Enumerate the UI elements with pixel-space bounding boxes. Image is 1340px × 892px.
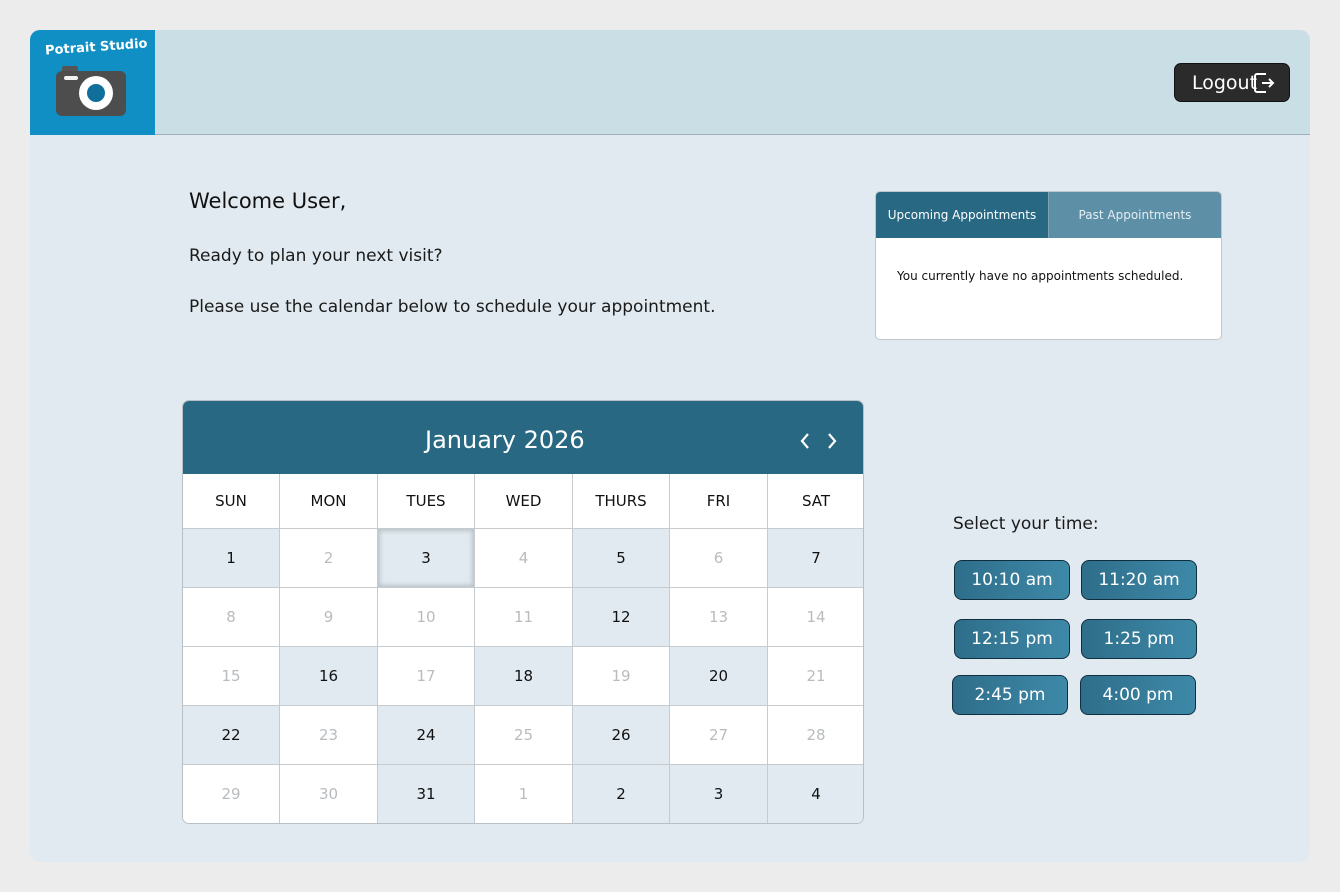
calendar-day-unavailable: 28 — [768, 706, 864, 765]
chevron-right-icon[interactable] — [824, 430, 840, 452]
logout-label: Logout — [1192, 71, 1258, 94]
chevron-left-icon[interactable] — [797, 430, 813, 452]
tab-upcoming-appointments[interactable]: Upcoming Appointments — [876, 192, 1048, 238]
calendar-day-unavailable: 9 — [280, 588, 378, 647]
calendar-day-unavailable: 14 — [768, 588, 864, 647]
calendar-day-unavailable: 21 — [768, 647, 864, 706]
logout-icon — [1253, 72, 1275, 94]
calendar-day-available[interactable]: 18 — [475, 647, 573, 706]
logout-button[interactable] — [1174, 63, 1290, 102]
calendar-day-available[interactable]: 20 — [670, 647, 768, 706]
calendar-header — [183, 401, 864, 474]
time-slot-button[interactable]: 4:00 pm — [1080, 675, 1196, 715]
calendar-day-unavailable: 30 — [280, 765, 378, 824]
weekday-header: SAT — [768, 474, 864, 529]
calendar-instruction: Please use the calendar below to schedule your appointment. — [189, 297, 716, 317]
calendar-day-unavailable: 17 — [378, 647, 475, 706]
calendar-day-unavailable: 25 — [475, 706, 573, 765]
brand-logo[interactable] — [30, 30, 155, 135]
calendar-day-unavailable: 8 — [183, 588, 280, 647]
top-bar — [30, 30, 1310, 135]
appointments-panel — [875, 191, 1222, 340]
time-slot-button[interactable]: 2:45 pm — [952, 675, 1068, 715]
welcome-heading: Welcome User, — [189, 189, 347, 213]
calendar-day-available[interactable]: 4 — [768, 765, 864, 824]
calendar-day-available[interactable]: 31 — [378, 765, 475, 824]
calendar-day-unavailable: 27 — [670, 706, 768, 765]
appointments-tabs — [876, 192, 1221, 238]
welcome-subtitle: Ready to plan your next visit? — [189, 246, 443, 266]
calendar-day-available[interactable]: 2 — [573, 765, 670, 824]
time-slot-button[interactable]: 11:20 am — [1081, 560, 1197, 600]
calendar-day-unavailable: 23 — [280, 706, 378, 765]
weekday-header: TUES — [378, 474, 475, 529]
calendar-day-available[interactable]: 22 — [183, 706, 280, 765]
weekday-header: SUN — [183, 474, 280, 529]
calendar-day-unavailable: 2 — [280, 529, 378, 588]
time-picker-label: Select your time: — [953, 514, 1099, 534]
app-window — [30, 30, 1310, 862]
calendar-day-unavailable: 10 — [378, 588, 475, 647]
time-slot-button[interactable]: 10:10 am — [954, 560, 1070, 600]
camera-icon — [56, 66, 126, 116]
weekday-header: WED — [475, 474, 573, 529]
time-slot-button[interactable]: 12:15 pm — [954, 619, 1070, 659]
calendar-day-unavailable: 1 — [475, 765, 573, 824]
calendar-day-available[interactable]: 16 — [280, 647, 378, 706]
calendar-day-unavailable: 11 — [475, 588, 573, 647]
calendar-day-available[interactable]: 1 — [183, 529, 280, 588]
calendar-day-available[interactable]: 12 — [573, 588, 670, 647]
calendar-day-available[interactable]: 5 — [573, 529, 670, 588]
brand-name: Potrait Studio — [44, 36, 148, 59]
calendar-day-available[interactable]: 26 — [573, 706, 670, 765]
calendar-day-unavailable: 19 — [573, 647, 670, 706]
calendar-day-available[interactable]: 7 — [768, 529, 864, 588]
calendar-day-unavailable: 4 — [475, 529, 573, 588]
calendar-day-available[interactable]: 3 — [670, 765, 768, 824]
calendar-day-unavailable: 15 — [183, 647, 280, 706]
calendar — [182, 400, 864, 824]
appointments-empty-message: You currently have no appointments scheduled. — [897, 269, 1184, 283]
weekday-header: THURS — [573, 474, 670, 529]
weekday-header: MON — [280, 474, 378, 529]
tab-past-appointments[interactable]: Past Appointments — [1048, 192, 1221, 238]
calendar-day-unavailable: 13 — [670, 588, 768, 647]
calendar-day-available[interactable]: 24 — [378, 706, 475, 765]
time-slot-button[interactable]: 1:25 pm — [1081, 619, 1197, 659]
calendar-day-available[interactable]: 3 — [378, 529, 475, 588]
calendar-month-label: January 2026 — [425, 426, 585, 454]
weekday-header: FRI — [670, 474, 768, 529]
calendar-day-unavailable: 6 — [670, 529, 768, 588]
calendar-day-unavailable: 29 — [183, 765, 280, 824]
